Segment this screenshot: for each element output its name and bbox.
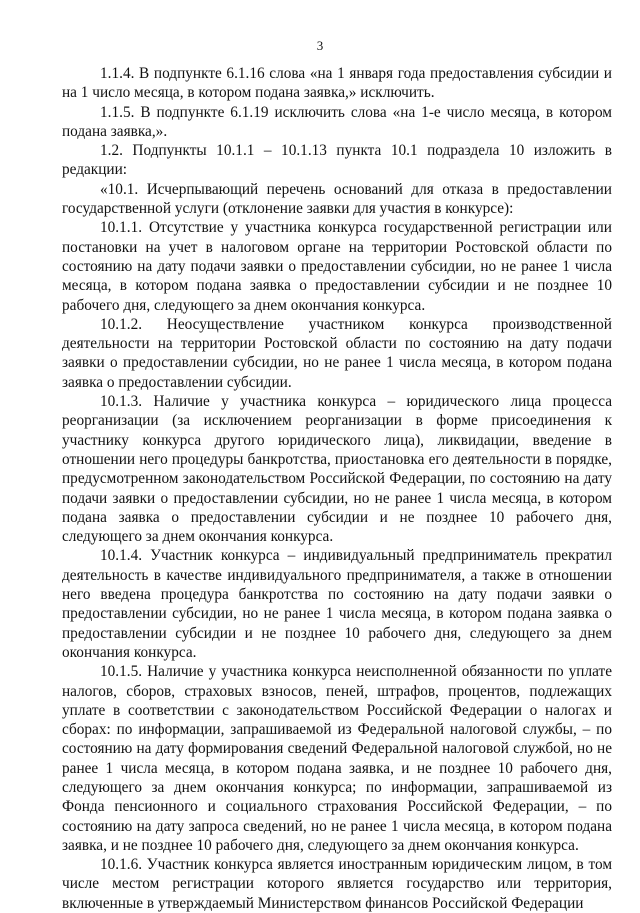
paragraph-10-1-3: 10.1.3. Наличие у участника конкурса – юридического лица процесса реорганизации (за исключением реорганизации в форме присоединения к участнику конкурса другого юридического лица), ликвидации, введение в отношении него процедуры банкротства, приостановка его деятельности в порядке, предусмотренном законодательством Российской Федерации, по состоянию на дату подачи заявки о предоставлении субсидии, но не ранее 1 числа месяца, в котором подана заявка о предоставлении субсидии и не позднее 10 рабочего дня, следующего за днем окончания конкурса. [62,393,612,546]
paragraph-10-1-6: 10.1.6. Участник конкурса является иностранным юридическим лицом, в том числе местом регистрации которого является государство или территория, включенные в утверждаемый Министерством финансов Российской Федерации [62,856,612,912]
paragraph-10-1-2: 10.1.2. Неосуществление участником конкурса производственной деятельности на территории Ростовской области по состоянию на дату подачи заявки о предоставлении субсидии, но не ранее 1 числа месяца, в котором подана заявка о предоставлении субсидии. [62,315,612,391]
paragraph-10-1-5: 10.1.5. Наличие у участника конкурса неисполненной обязанности по уплате налогов, сборов, страховых взносов, пеней, штрафов, процентов, подлежащих уплате в соответствии с законодательством Российской Федерации о налогах и сборах: по информации, запрашиваемой из Федеральной налоговой службы, – по состоянию на дату формирования сведений Федеральной налоговой службой, но не ранее 1 числа месяца, в котором подана заявка, и не позднее 10 рабочего дня, следующего за днем окончания конкурса; по информации, запрашиваемой из Фонда пенсионного и социального страхования Российской Федерации, – по состоянию на дату запроса сведений, но не ранее 1 числа месяца, в котором подана заявка, и не позднее 10 рабочего дня, следующего за днем окончания конкурса. [62,663,612,854]
paragraph-10-1-1: 10.1.1. Отсутствие у участника конкурса государственной регистрации или постановки на учет в налоговом органе на территории Ростовской области по состоянию на дату подачи заявки о предоставлении субсидии, но не ранее 1 числа месяца, в котором подана заявка о предоставлении субсидии и не позднее 10 рабочего дня, следующего за днем окончания конкурса. [62,219,612,314]
paragraph-1-1-4: 1.1.4. В подпункте 6.1.16 слова «на 1 января года предоставления субсидии и на 1 число месяца, в котором подана заявка,» исключить. [62,65,612,102]
paragraph-10-1: «10.1. Исчерпывающий перечень оснований для отказа в предоставлении государственной услуги (отклонение заявки для участия в конкурсе): [62,180,612,218]
page-number: 3 [316,38,324,53]
paragraph-1-2: 1.2. Подпункты 10.1.1 – 10.1.13 пункта 10.1 подраздела 10 изложить в редакции: [62,142,612,179]
paragraph-10-1-4: 10.1.4. Участник конкурса – индивидуальный предприниматель прекратил деятельность в качестве индивидуального предпринимателя, а также в отношении него введена процедура банкротства по состоянию на дату подачи заявки о предоставлении субсидии, но не ранее 1 числа месяца, в котором подана заявка о предоставлении субсидии и не позднее 10 рабочего дня, следующего за днем окончания конкурса. [62,547,612,661]
document-body [62,64,612,913]
paragraph-1-1-5: 1.1.5. В подпункте 6.1.19 исключить слова «на 1-е число месяца, в котором подана заявка,». [62,103,612,140]
